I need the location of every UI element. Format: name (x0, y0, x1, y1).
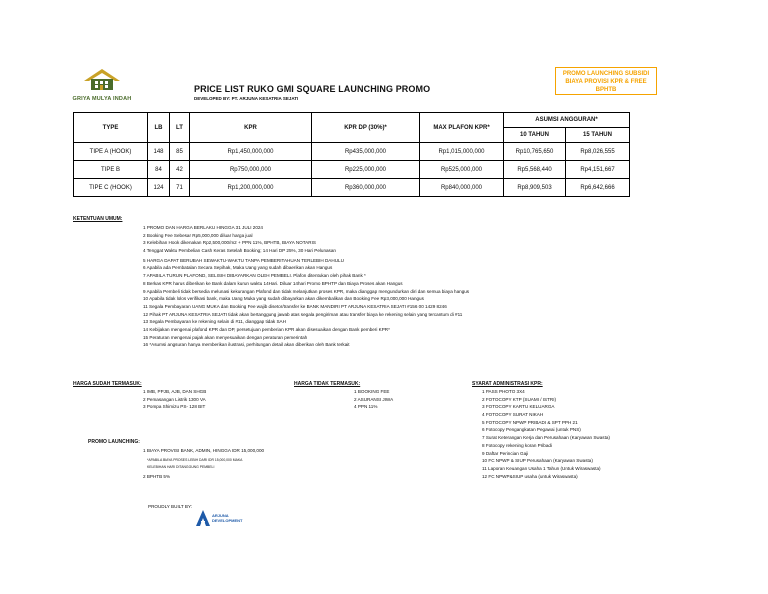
list-item: 8 Fotocopy rekening koran Pribadi (482, 442, 552, 448)
list-item: 12 Pihak PT ARJUNA KESATRIA SEJATI tidak akan bertanggung jawab atas segala pengiriman atau transfer biaya ke rekening selain yang tercantum di #11 (143, 311, 463, 317)
page-title: PRICE LIST RUKO GMI SQUARE LAUNCHING PROMO (194, 84, 431, 94)
list-item: 9 Daftar Perincian Gaji (482, 450, 529, 456)
syarat-heading: SYARAT ADMINISTRASI KPR: (472, 381, 543, 387)
cell-15-tahun: Rp6,642,666 (566, 179, 630, 197)
price-table (73, 112, 630, 197)
list-item: 9 Apabila Pembeli tidak bersedia melunasi kekurangan Plafond dan tidak melanjutkan proses KPR, maka dianggap mengundurkan diri dan semua biaya hangus (143, 288, 470, 294)
cell-lt: 42 (170, 161, 190, 179)
list-item: 3 FOTOCOPY KARTU KELUARGA (482, 404, 555, 410)
list-item: 2 FOTOCOPY KTP (SUAMI / ISTRI) (482, 396, 557, 402)
cell-lt: 85 (170, 143, 190, 161)
list-item: 3 Pompa Shimizu PS- 128 BIT (143, 404, 206, 410)
harga-termasuk-heading: HARGA SUDAH TERMASUK: (73, 381, 142, 387)
cell-lb: 148 (148, 143, 170, 161)
cell-lt: 71 (170, 179, 190, 197)
cell-15-tahun: Rp4,151,667 (566, 161, 630, 179)
cell-plafon: Rp525,000,000 (420, 161, 504, 179)
header-asumsi: ASUMSI ANGGURAN* (504, 113, 630, 128)
list-item: 13 Segala Pembayaran ke rekening selain di #11, dianggap tidak SAH (143, 319, 286, 325)
cell-dp: Rp435,000,000 (312, 143, 420, 161)
list-item: 15 Peraturan mengenai pajak akan menyesuaikan dengan peraturan pemerintah (143, 334, 308, 340)
cell-kpr: Rp1,450,000,000 (190, 143, 312, 161)
cell-10-tahun: Rp10,765,650 (504, 143, 566, 161)
list-item: 10 Apabila tidak lolos verifikasi bank, maka Uang Muka yang sudah dibayarkan akan dikembalikan dan Booking Fee Rp3,000,000 Hangus (143, 296, 424, 302)
list-item: 8 Berkas KPR harus diberikan ke Bank dalam kurun waktu 14Hari. Diluar 14hari Promo BPHTP dan Biaya Proses akan Hangus (143, 280, 403, 286)
arjuna-logo-line1: ARJUNA (212, 513, 229, 518)
header-type: TYPE (74, 113, 148, 143)
cell-plafon: Rp840,000,000 (420, 179, 504, 197)
cell-kpr: Rp750,000,000 (190, 161, 312, 179)
list-item: 6 Apabila ada Pembatalan Secara Sepihak, Maka Uang yang sudah dibaerikan akan Hangus (143, 265, 333, 271)
cell-dp: Rp360,000,000 (312, 179, 420, 197)
harga-tidak-list (354, 388, 393, 411)
logo-text: GRIYA MULYA INDAH (72, 96, 132, 102)
list-item: 11 Laporan Keuangan Usaha 1 Tahun (Untuk Wiraswasta) (482, 465, 601, 471)
cell-dp: Rp225,000,000 (312, 161, 420, 179)
promo-item-1: 1 BIAYA PROVISI BANK, ADMIN, HINGGA IDR 15,000,000 (143, 448, 265, 453)
cell-type: TIPE B (74, 161, 148, 179)
house-logo-icon (82, 68, 122, 90)
list-item: 1 PASS PHOTO 3X4 (482, 389, 525, 394)
list-item: 7 Surat Keterangan Kerja dan Perusahaan (Karyawan Swasta) (482, 435, 610, 441)
table-row (74, 143, 630, 161)
list-item: 4 FOTOCOPY SURAT NIKAH (482, 412, 544, 418)
header-10-tahun: 10 TAHUN (504, 128, 566, 143)
header-kpr-dp: KPR DP (30%)* (312, 113, 420, 143)
list-item: 1 IMB, PPJB, AJB, DAN SHGB (143, 389, 207, 394)
cell-lb: 84 (148, 161, 170, 179)
cell-10-tahun: Rp5,568,440 (504, 161, 566, 179)
ketentuan-list (143, 224, 469, 349)
promo-banner: PROMO LAUNCHING SUBSIDI BIAYA PROVISI KPR & FREE BPHTB (555, 67, 657, 95)
promo-note-2: KELEBIHAN HARI DITANGGUNG PEMBELI (147, 465, 215, 469)
promo-launching-heading: PROMO LAUNCHING: (88, 439, 140, 445)
list-item: 5 FOTOCOPY NPWP PRIBADI & SPT PPH 21 (482, 419, 578, 425)
list-item: 3 Kelebihan Hook dikenakan Rp2,500,000/m2 + PPN 11%, BPHTB, BIAYA NOTARIS (143, 240, 316, 246)
list-item: 11 Segala Pembayaran UANG MUKA dan Booking Fee wajib disetor/transfer ke BANK MANDIRI PT ARJUNA KESATRIA SEJATI #156 00 1429 8246 (143, 303, 447, 309)
arjuna-logo (196, 510, 266, 528)
list-item: 7 APABILA TURUN PLAFOND, SELISIH DIBAYARKAN OLEH PEMBELI. Plafon ditentukan oleh pihak Bank * (143, 273, 366, 279)
list-item: 16 *Asumsi angsuran hanya memberikan ilustrasi, perhitungan detail akan diberikan oleh Bank terkait (143, 342, 350, 348)
cell-15-tahun: Rp8,026,555 (566, 143, 630, 161)
list-item: 2 Booking Fee Sebesar Rp5,000,000 diluar harga jual (143, 232, 253, 238)
griya-logo (72, 68, 132, 102)
cell-type: TIPE A (HOOK) (74, 143, 148, 161)
header-lt: LT (170, 113, 190, 143)
list-item: 2 Pemasangan Listrik 1300 VA (143, 396, 206, 402)
header-lb: LB (148, 113, 170, 143)
promo-item-2: 2 BPHTB 5% (143, 474, 171, 479)
list-item: 12 FC NPWP&SIUP usaha (untuk Wiraswasta) (482, 473, 578, 479)
cell-10-tahun: Rp8,909,503 (504, 179, 566, 197)
list-item: 2 ASURANSI JIWA (354, 396, 394, 402)
cell-kpr: Rp1,200,000,000 (190, 179, 312, 197)
harga-tidak-heading: HARGA TIDAK TERMASUK: (294, 381, 361, 387)
list-item: 5 HARGA DAPAT BERUBAH SEWAKTU-WAKTU TANPA PEMBERITAHUAN TERLEBIH DAHULU (143, 257, 344, 263)
list-item: 14 Kebijakan mengenai plafond KPR dan DP, persetujuan pemberian KPR akan disesuaikan dengan Bank pemberi KPR* (143, 326, 390, 332)
cell-plafon: Rp1,015,000,000 (420, 143, 504, 161)
built-by-label: PROUDLY BUILT BY: (148, 504, 193, 509)
list-item: 6 Fotocopy Pengangkatan Pegawai (untuk PNS) (482, 427, 581, 433)
cell-type: TIPE C (HOOK) (74, 179, 148, 197)
list-item: 4 Tenggat Waktu Pembelian Cash Keras Setelah Booking; 14 Hari DP 25%, 30 Hari Pelunasan (143, 248, 336, 254)
list-item: 4 PPN 11% (354, 404, 378, 410)
cell-lb: 124 (148, 179, 170, 197)
header-kpr: KPR (190, 113, 312, 143)
list-item: 10 FC NPWP & SIUP Perusahaan (Karyawan Swasta) (482, 458, 593, 464)
list-item: 1 BOOKING FEE (354, 389, 390, 394)
developer-line: DEVELOPED BY: PT. ARJUNA KESATRIA SEJATI (194, 96, 299, 101)
table-row (74, 161, 630, 179)
header-15-tahun: 15 TAHUN (566, 128, 630, 143)
table-row (74, 179, 630, 197)
header-max-plafon: MAX PLAFON KPR* (420, 113, 504, 143)
arjuna-logo-icon (196, 510, 210, 526)
list-item: 1 PROMO DAN HARGA BERLAKU HINGGA 31 JULI 2024 (143, 225, 263, 230)
arjuna-logo-line2: DEVELOPMENT (212, 517, 243, 523)
ketentuan-heading: KETENTUAN UMUM: (73, 216, 123, 222)
syarat-list (482, 388, 610, 480)
promo-note-1: *APABILA BIAYA PROSES LEBIH DARI IDR 15,000,000 MAKA (147, 458, 243, 462)
harga-termasuk-list (143, 388, 206, 411)
